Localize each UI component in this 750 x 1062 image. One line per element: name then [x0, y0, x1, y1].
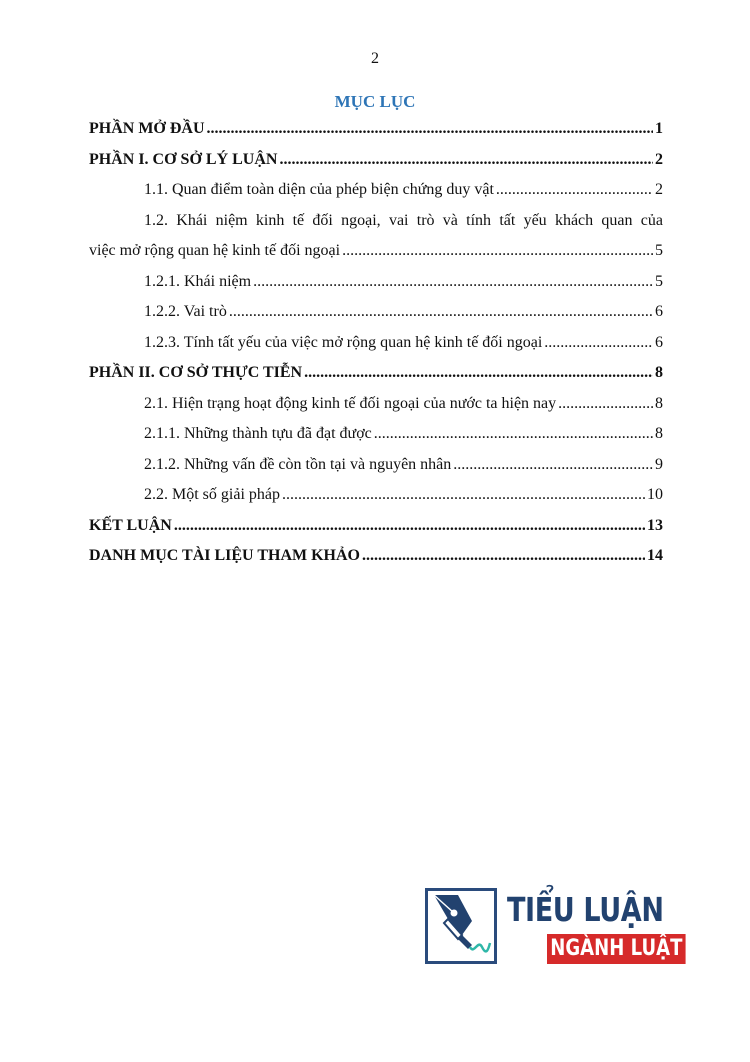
toc-entry-page: 1: [655, 120, 663, 137]
toc-entry-page: 5: [655, 242, 663, 259]
toc-entry-2-1-1[interactable]: [89, 425, 663, 456]
toc-entry-2-2[interactable]: [89, 486, 663, 517]
toc-entry-2-1-2[interactable]: [89, 456, 663, 487]
toc-entry-text: 1.1. Quan điểm toàn diện của phép biện chứng duy vật: [144, 181, 494, 198]
toc-entry-text: 1.2. Khái niệm kinh tế đối ngoại, vai trò và tính tất yếu khách quan của: [144, 211, 663, 229]
dot-leader: [496, 181, 653, 199]
toc-entry-page: 8: [655, 425, 663, 442]
toc-entry-page: 5: [655, 272, 663, 290]
dot-leader: [374, 425, 653, 443]
toc-entry-conclusion[interactable]: [89, 517, 663, 548]
toc-entry-1-2-line1[interactable]: [89, 212, 663, 243]
pen-nib-graphic: [428, 891, 494, 961]
dot-leader: [342, 242, 653, 260]
toc-entry-text: 2.1. Hiện trạng hoạt động kinh tế đối ngoại của nước ta hiện nay: [144, 394, 557, 412]
toc-entry-text: 1.2.3. Tính tất yếu của việc mở rộng quan hệ kinh tế đối ngoại: [144, 333, 543, 351]
toc-entry-page: 2: [655, 181, 663, 198]
brand-logo: [425, 886, 683, 966]
toc-entry-page: 13: [647, 516, 663, 534]
toc-entry-introduction[interactable]: [89, 120, 663, 151]
toc-entry-page: 2: [655, 150, 663, 168]
toc-entry-page: 9: [655, 455, 663, 473]
toc-entry-page: 8: [655, 394, 663, 412]
dot-leader: [304, 364, 653, 382]
toc-entry-1-2-1[interactable]: [89, 273, 663, 304]
toc-entry-text: KẾT LUẬN: [89, 516, 172, 534]
toc-entry-text: DANH MỤC TÀI LIỆU THAM KHẢO: [89, 547, 360, 564]
toc-entry-1-2-3[interactable]: [89, 334, 663, 365]
dot-leader: [362, 547, 645, 565]
toc-entry-text: PHẦN II. CƠ SỞ THỰC TIỄN: [89, 364, 303, 381]
toc-entry-references[interactable]: [89, 547, 663, 578]
logo-subtitle: NGÀNH LUẬT: [547, 934, 686, 964]
toc-entry-page: 14: [647, 547, 663, 564]
toc-entry-page: 8: [655, 364, 663, 381]
toc-entry-text: PHẦN MỞ ĐẦU: [89, 120, 205, 137]
toc-entry-1-1[interactable]: [89, 181, 663, 212]
dot-leader: [174, 517, 645, 535]
toc-entry-text: 2.1.2. Những vấn đề còn tồn tại và nguyên nhân: [144, 455, 452, 473]
toc-title: MỤC LỤC: [334, 92, 416, 111]
pen-nib-icon: [425, 888, 497, 964]
dot-leader: [279, 151, 653, 169]
dot-leader: [282, 486, 645, 504]
toc-entry-text: việc mở rộng quan hệ kinh tế đối ngoại: [89, 242, 341, 259]
toc-entry-1-2-2[interactable]: [89, 303, 663, 334]
toc-entry-page: 6: [655, 303, 663, 320]
toc-entry-text: 2.1.1. Những thành tựu đã đạt được: [144, 425, 372, 442]
toc-entry-part-2[interactable]: [89, 364, 663, 395]
toc-entry-text: PHẦN I. CƠ SỞ LÝ LUẬN: [89, 150, 278, 168]
dot-leader: [207, 120, 653, 138]
logo-title: TIỂU LUẬN: [507, 890, 664, 929]
toc-entry-page: 10: [647, 486, 663, 503]
dot-leader: [229, 303, 653, 321]
dot-leader: [453, 456, 653, 474]
toc-entry-2-1[interactable]: [89, 395, 663, 426]
dot-leader: [558, 395, 653, 413]
dot-leader: [544, 334, 653, 352]
dot-leader: [253, 273, 653, 291]
toc-entry-part-1[interactable]: [89, 151, 663, 182]
toc-entry-text: 1.2.1. Khái niệm: [144, 272, 252, 290]
page-number: 2: [371, 50, 379, 67]
toc-entry-1-2-line2[interactable]: [89, 242, 663, 273]
toc-entry-text: 2.2. Một số giải pháp: [144, 486, 280, 503]
table-of-contents: [89, 120, 663, 578]
toc-entry-text: 1.2.2. Vai trò: [144, 303, 227, 320]
toc-entry-page: 6: [655, 333, 663, 351]
